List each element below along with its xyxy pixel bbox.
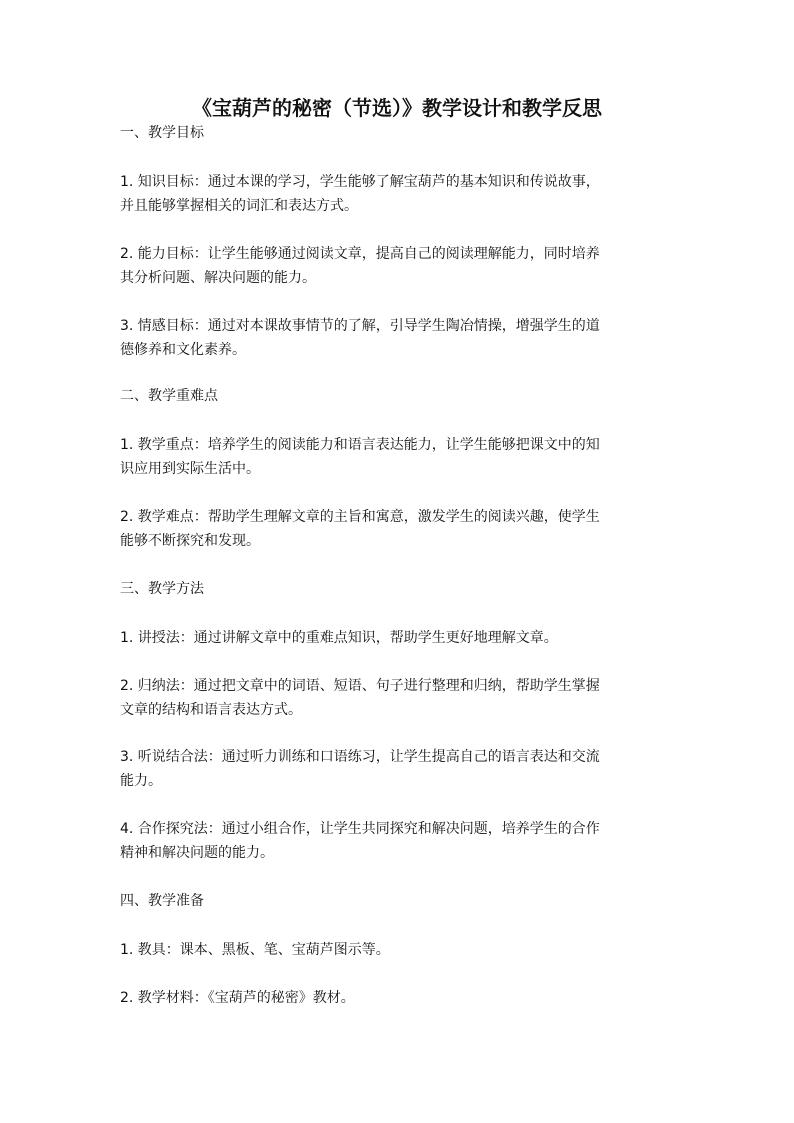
paragraph-teaching-difficulty	[120, 505, 676, 553]
paragraph-knowledge-objective	[120, 170, 676, 218]
paragraph-line: 1. 教具：课本、黑板、笔、宝葫芦图示等。	[120, 942, 390, 958]
document-title: 《宝葫芦的秘密（节选）》教学设计和教学反思	[192, 96, 602, 120]
paragraph-line: 3. 情感目标：通过对本课故事情节的了解，引导学生陶冶情操，增强学生的道	[120, 318, 600, 334]
paragraph-line: 1. 知识目标：通过本课的学习，学生能够了解宝葫芦的基本知识和传说故事，	[120, 174, 600, 190]
section-heading: 一、教学目标	[120, 125, 204, 141]
paragraph-line: 2. 能力目标：让学生能够通过阅读文章，提高自己的阅读理解能力，同时培养	[120, 246, 600, 262]
paragraph-teaching-materials	[120, 986, 676, 1010]
paragraph-ability-objective	[120, 242, 676, 290]
section-heading-objectives	[120, 121, 676, 145]
section-heading-preparation	[120, 889, 676, 913]
paragraph-line: 其分析问题、解决问题的能力。	[120, 270, 316, 286]
paragraph-line: 2. 教学难点：帮助学生理解文章的主旨和寓意，激发学生的阅读兴趣，使学生	[120, 509, 600, 525]
section-heading-key-points	[120, 384, 676, 408]
paragraph-line: 3. 听说结合法：通过听力训练和口语练习，让学生提高自己的语言表达和交流	[120, 749, 600, 765]
paragraph-line: 2. 教学材料：《宝葫芦的秘密》教材。	[120, 990, 355, 1006]
section-heading-methods	[120, 577, 676, 601]
paragraph-listening-speaking-method	[120, 745, 676, 793]
paragraph-teaching-focus	[120, 433, 676, 481]
paragraph-cooperative-method	[120, 817, 676, 865]
paragraph-line: 识应用到实际生活中。	[120, 461, 260, 477]
paragraph-line: 4. 合作探究法：通过小组合作，让学生共同探究和解决问题，培养学生的合作	[120, 821, 600, 837]
paragraph-line: 文章的结构和语言表达方式。	[120, 702, 302, 718]
section-heading: 四、教学准备	[120, 893, 204, 909]
paragraph-line: 1. 讲授法：通过讲解文章中的重难点知识，帮助学生更好地理解文章。	[120, 630, 558, 646]
paragraph-line: 1. 教学重点：培养学生的阅读能力和语言表达能力，让学生能够把课文中的知	[120, 437, 600, 453]
paragraph-lecture-method	[120, 626, 676, 650]
paragraph-emotion-objective	[120, 314, 676, 362]
paragraph-line: 能够不断探究和发现。	[120, 533, 260, 549]
paragraph-teaching-aids	[120, 938, 676, 962]
paragraph-line: 精神和解决问题的能力。	[120, 845, 274, 861]
paragraph-line: 德修养和文化素养。	[120, 342, 246, 358]
section-heading: 二、教学重难点	[120, 388, 218, 404]
paragraph-line: 2. 归纳法：通过把文章中的词语、短语、句子进行整理和归纳，帮助学生掌握	[120, 678, 600, 694]
paragraph-induction-method	[120, 674, 676, 722]
paragraph-line: 并且能够掌握相关的词汇和表达方式。	[120, 198, 358, 214]
section-heading: 三、教学方法	[120, 581, 204, 597]
paragraph-line: 能力。	[120, 773, 162, 789]
